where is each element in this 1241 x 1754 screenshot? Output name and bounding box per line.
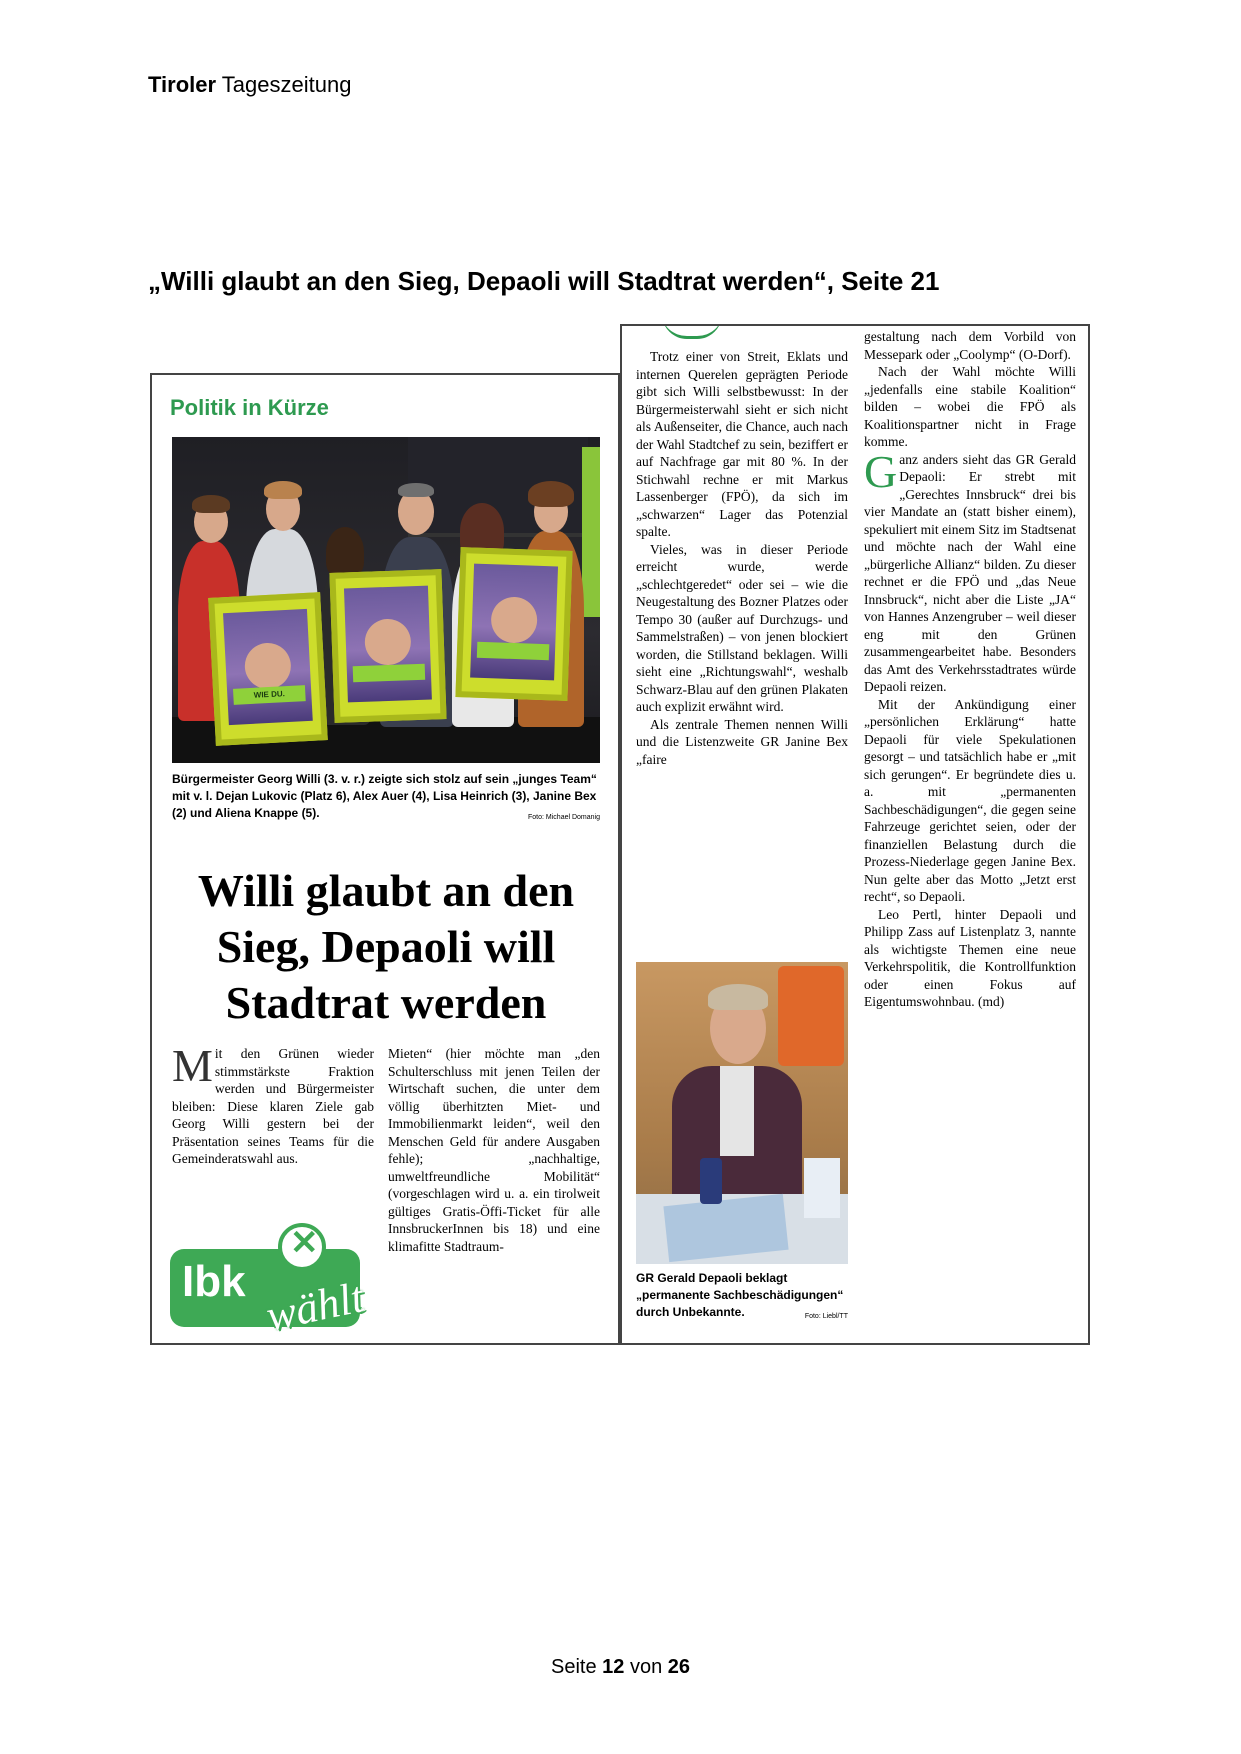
newspaper-brand	[148, 72, 351, 98]
article-paragraph	[864, 445, 1076, 696]
page-current: 12	[602, 1656, 625, 1678]
page-middle: von	[624, 1656, 668, 1678]
photo-caption-text: GR Gerald Depaoli beklagt „permanente Sachbeschädigungen“ durch Unbekannte.	[636, 1271, 844, 1319]
photo-caption	[172, 771, 600, 826]
drop-cap: M	[172, 1040, 213, 1091]
packaging-box	[804, 1158, 840, 1218]
article-column-4	[864, 328, 1076, 1011]
person-hair	[192, 495, 230, 513]
rubric-label: Politik in Kürze	[170, 395, 329, 420]
person-hair	[708, 984, 768, 1010]
logo-ibk-text: Ibk	[182, 1257, 246, 1306]
article-paragraph: it den Grünen wieder stimmstärkste Fraktion werden und Bürgermeister bleiben: Diese klaren Ziele gab Georg Willi gestern bei der Präsentation seines Teams für die Gemeinderatswahl aus.	[172, 1046, 374, 1166]
brand-bold: Tiroler	[148, 72, 217, 97]
page-number	[0, 1656, 1241, 1679]
poster-slogan	[353, 664, 426, 683]
article-paragraph: Trotz einer von Streit, Eklats und internen Querelen geprägten Periode gibt sich Willi selbstbewusst: In der Bürgermeisterwahl sieht er sich nicht als Außenseiter, die Chance, auch nach der Wahl Stadtchef zu sein, beziffert er auf Nachfrage gar mit 80 %. In der Stichwahl rechne er mit Markus Lassenberger (FPÖ), da sich im „schwarzen“ Lager das Potenzial spalte.	[636, 349, 848, 539]
article-paragraph: Mieten“ (hier möchte man „den Schulterschluss mit jenen Teilen der Wirtschaft suchen, die unter dem völlig überhitzten Miet- und Immobilienmarkt leiden“, weil den Menschen Geld für andere Ausgaben fehle); „nachhaltige, umweltfreundliche Mobilität“ (vorgeschlagen wird u. a. ein tirolweit gültiges Gratis-Öffi-Ticket für alle InnsbruckerInnen bis 18) und eine klimafitte Stadtraum-	[388, 1046, 600, 1254]
article-paragraph: Vieles, was in dieser Periode erreicht wurde, werde „schlechtgeredet“ oder sei – wie die Neugestaltung des Bozner Platzes oder Tempo 30 (außer auf Durchzugs- und Sammelstraßen) – von jenen blockiert worden, die Stillstand beklagen. Willi sieht eine „Richtungswahl“, weshalb Schwarz-Blau auf den grünen Plakaten auch explizit erwähnt wird.	[636, 541, 848, 714]
article-clipping-left	[150, 373, 620, 1345]
page-prefix: Seite	[550, 1656, 603, 1678]
article-paragraph: Mit der Ankündigung einer „persönlichen Erklärung“ hatte Depaoli für viele Spekulationen gesorgt – und tatsächlich habe er „mit sich gerungen“. Er begründete dies u. a. mit „permanenten Sachbeschädigungen“, die gegen seine Fahrzeuge gerichtet seien, oder der finanziellen Belastung durch die Prozess-Niederlage gegen Janine Bex. Nun gelte aber das Motto „Jetzt erst recht“, so Depaoli.	[864, 696, 1076, 904]
photo-caption-text: Bürgermeister Georg Willi (3. v. r.) zeigte sich stolz auf sein „junges Team“ mit v. l. Dejan Lukovic (Platz 6), Alex Auer (4), Lisa Heinrich (3), Janine Bex (2) und Aliena Knappe (5).	[172, 772, 597, 820]
depaoli-photo	[636, 962, 848, 1264]
spray-can	[700, 1158, 722, 1204]
article-column-1	[172, 1040, 374, 1168]
logo-waehlt-text: wählt	[261, 1272, 368, 1341]
stage-green-bar	[582, 447, 600, 617]
campaign-poster	[329, 569, 446, 723]
person-shirt	[720, 1066, 754, 1156]
ballot-cross-icon: ✕	[278, 1223, 326, 1271]
brand-rest: Tageszeitung	[216, 72, 352, 97]
team-photo	[172, 437, 600, 763]
person-hair	[528, 481, 574, 507]
article-paragraph-text: anz anders sieht das GR Gerald Depaoli: Er strebt mit „Gerechtes Innsbruck“ drei bis vier Mandate an (statt bisher einem), spekuliert mit einem Sitz im Stadtsenat und möchte nach der Wahl eine „bürgerliche Allianz“ bilden. Zu dieser rechnet er die FPÖ und „das Neue Innsbruck“, nicht aber die Liste „JA“ von Hannes Anzengruber – weil dieser eng mit den Grünen zusammengearbeitet habe. Besonders das Amt des Verkehrsstadtrates würde Depaoli reizen.	[864, 451, 1076, 694]
photo-credit: Foto: Michael Domanig	[528, 814, 600, 821]
person-hair	[264, 481, 302, 499]
poster-slogan: WIE DU.	[233, 685, 306, 705]
campaign-poster	[208, 592, 328, 746]
background-sign	[778, 966, 844, 1066]
article-column-3	[636, 348, 848, 768]
ibk-waehlt-logo	[170, 1223, 376, 1341]
article-paragraph: Nach der Wahl möchte Willi „jedenfalls eine stabile Koalition“ bilden – wobei die FPÖ als Koalitionspartner nicht in Frage komme.	[864, 364, 1076, 449]
photo-credit: Foto: Liebl/TT	[804, 1313, 848, 1320]
photo-caption	[636, 1270, 848, 1325]
article-paragraph: Als zentrale Themen nennen Willi und die Listenzweite GR Janine Bex „faire	[636, 716, 848, 767]
article-title: Willi glaubt an den Sieg, Depaoli will Stadtrat werden	[197, 865, 575, 1028]
article-paragraph: Leo Pertl, hinter Depaoli und Philipp Zass auf Listenplatz 3, nannte als wichtigste Themen eine neue Verkehrspolitik, die Kontrollfunktion oder einen Fokus auf Eigentumswohnbau. (md)	[864, 906, 1076, 1009]
page-headline: „Willi glaubt an den Sieg, Depaoli will Stadtrat werden“, Seite 21	[148, 266, 940, 296]
article-clipping-right	[620, 324, 1090, 1345]
drop-cap: G	[864, 445, 898, 497]
poster-slogan	[477, 642, 550, 661]
person-hair	[326, 527, 364, 577]
page-total: 26	[667, 1656, 690, 1678]
article-paragraph: gestaltung nach dem Vorbild von Messepark oder „Coolymp“ (O-Dorf).	[864, 329, 1076, 362]
article-column-2	[388, 1045, 600, 1255]
campaign-poster	[455, 547, 572, 701]
person-hair	[398, 483, 434, 497]
decorative-swash	[662, 324, 722, 339]
